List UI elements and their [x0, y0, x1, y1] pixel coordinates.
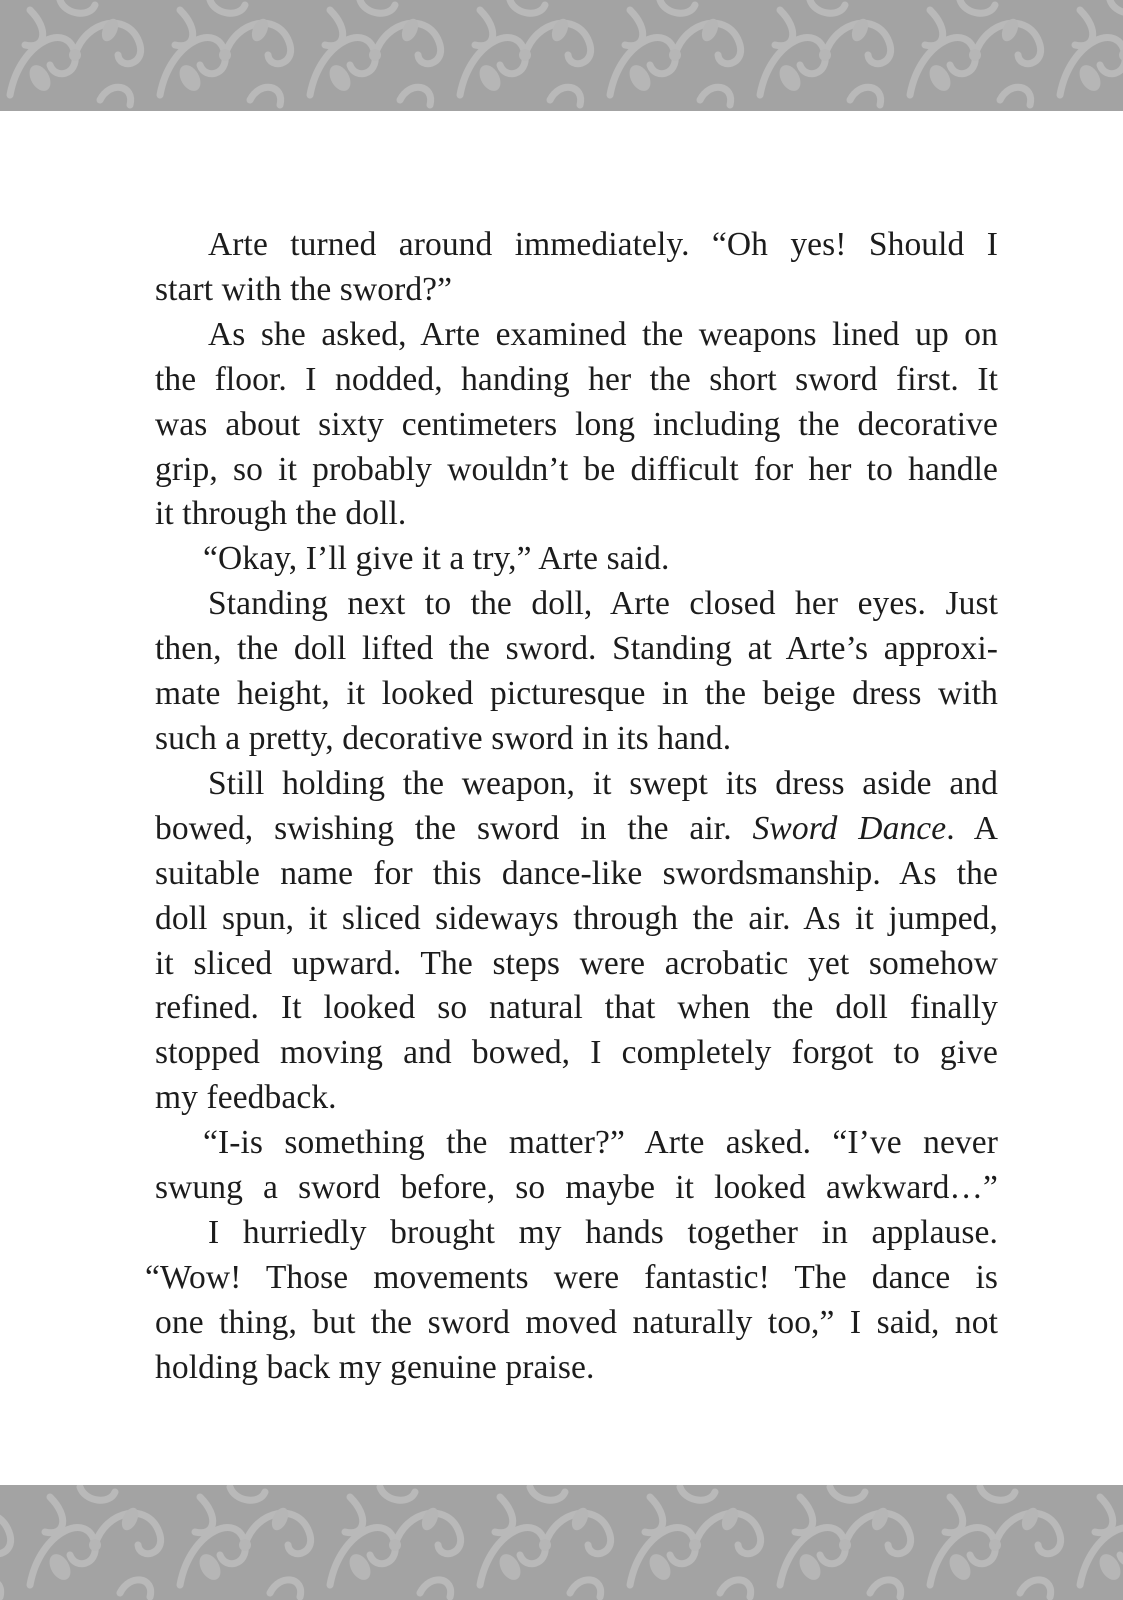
paragraph: [145, 1211, 998, 1391]
text-line: suitable name for this dance-like swordsmanship. As the: [155, 854, 998, 892]
text-line: doll spun, it sliced sideways through the air. As it jumped,: [155, 899, 998, 937]
paragraph: [155, 1121, 998, 1211]
text-line: one thing, but the sword moved naturally too,” I said, not: [155, 1303, 998, 1341]
book-page-text: [145, 223, 998, 1391]
paragraph: [155, 223, 998, 313]
paragraph: [155, 537, 998, 582]
italic-title: Sword Dance: [752, 809, 947, 847]
text-line: my feedback.: [155, 1079, 337, 1117]
text-line: it sliced upward. The steps were acrobatic yet somehow: [155, 944, 998, 982]
text-run: bowed, swishing the sword in the air.: [155, 809, 732, 847]
text-line: [155, 807, 998, 852]
paragraph: [155, 762, 998, 1121]
text-line: such a pretty, decorative sword in its hand.: [155, 719, 732, 757]
text-line: As she asked, Arte examined the weapons lined up on: [208, 315, 998, 353]
text-line: stopped moving and bowed, I completely forgot to give: [155, 1034, 998, 1072]
top-ornamental-band: [0, 0, 1123, 111]
text-line: Standing next to the doll, Arte closed her eyes. Just: [208, 585, 998, 623]
paragraph: [155, 313, 998, 538]
damask-ornament-top: [0, 0, 1123, 111]
text-line: holding back my genuine praise.: [155, 1348, 595, 1386]
text-line: Still holding the weapon, it swept its dress aside and: [208, 764, 998, 802]
text-line: grip, so it probably wouldn’t be difficult for her to handle: [155, 450, 998, 488]
text-line: then, the doll lifted the sword. Standing at Arte’s approxi-: [155, 630, 998, 668]
bottom-ornamental-band: [0, 1485, 1123, 1600]
text-line: start with the sword?”: [155, 270, 453, 308]
damask-ornament-bottom: [0, 1485, 1123, 1600]
text-line: mate height, it looked picturesque in the beige dress with: [155, 675, 998, 713]
text-line: the floor. I nodded, handing her the short sword first. It: [155, 360, 998, 398]
text-line: swung a sword before, so maybe it looked awkward…”: [155, 1169, 998, 1207]
text-line: I hurriedly brought my hands together in applause.: [208, 1213, 998, 1251]
text-line: Arte turned around immediately. “Oh yes! Should I: [208, 226, 998, 263]
paragraph: [155, 582, 998, 762]
text-line: “Okay, I’ll give it a try,” Arte said.: [203, 540, 670, 578]
text-line: “Wow! Those movements were fantastic! The dance is: [145, 1258, 998, 1296]
text-line: it through the doll.: [155, 495, 407, 533]
text-run: . A: [946, 809, 998, 847]
text-line: was about sixty centimeters long including the decorative: [155, 405, 998, 443]
text-line: “I-is something the matter?” Arte asked. “I’ve never: [203, 1124, 998, 1162]
text-line: refined. It looked so natural that when the doll finally: [155, 989, 998, 1027]
